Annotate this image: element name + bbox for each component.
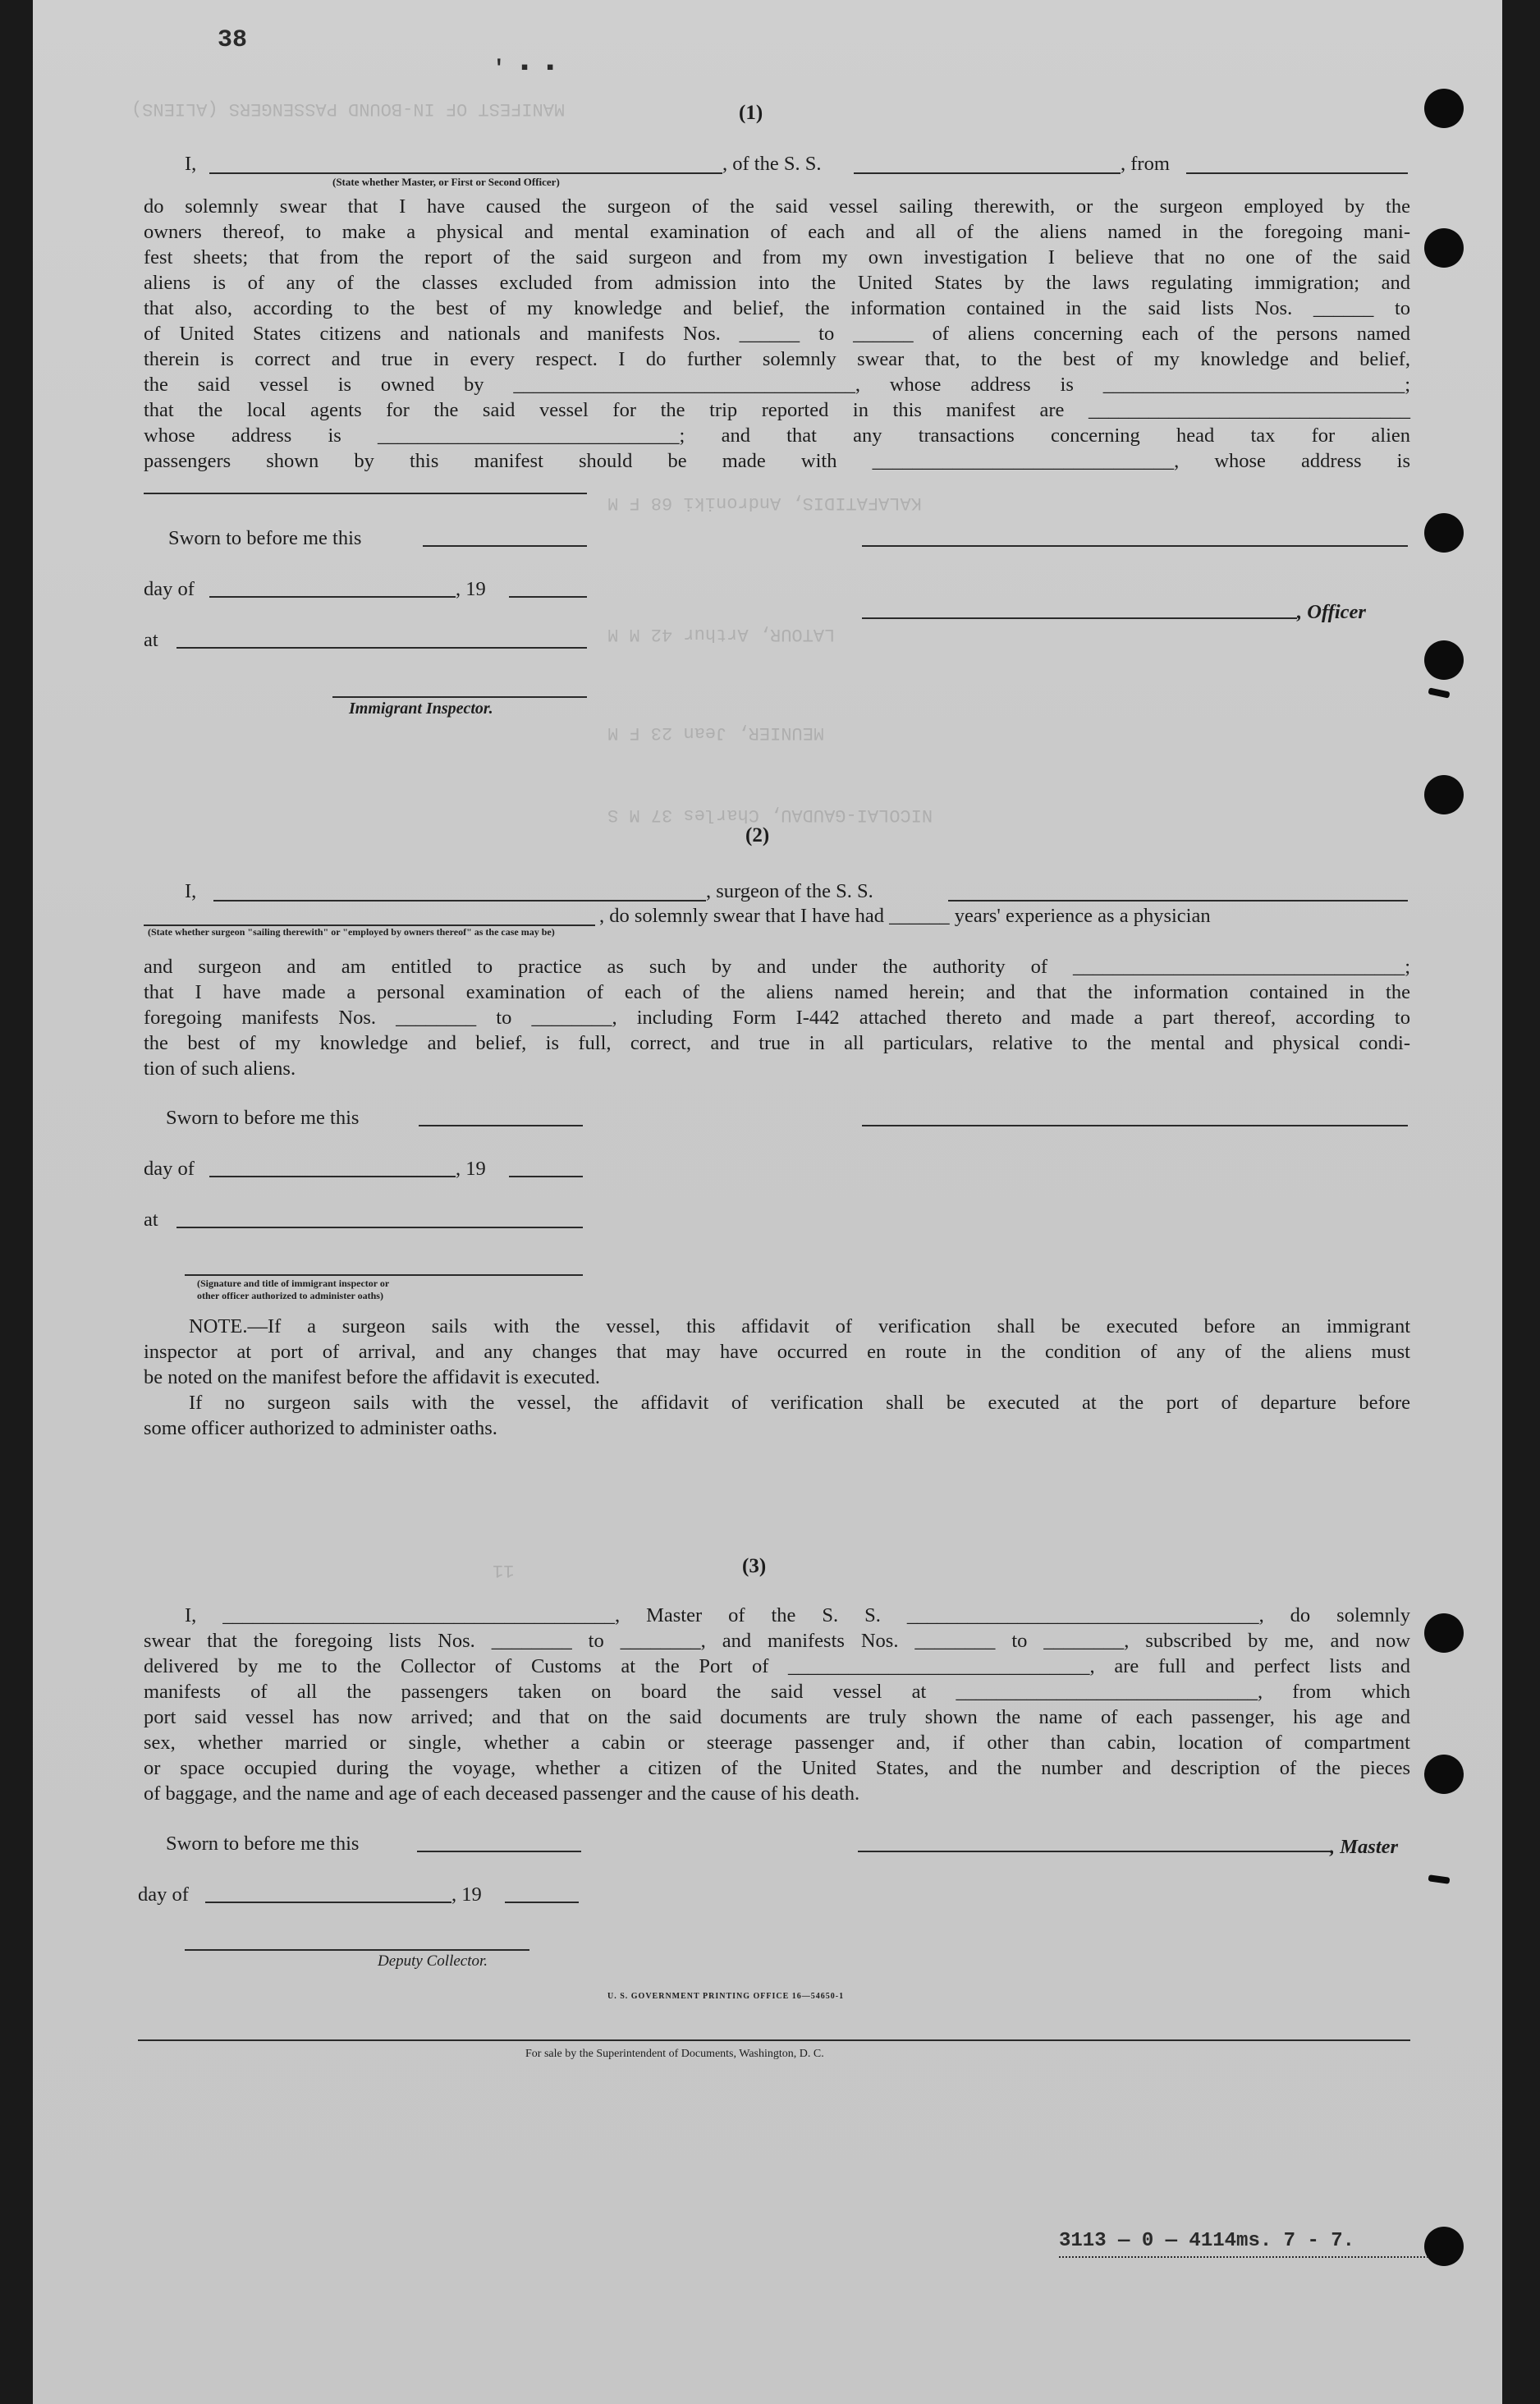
section-1-year: , 19 — [456, 578, 486, 600]
bottom-stamp: 3113 — 0 — 4114ms. 7 - 7. — [1059, 2230, 1355, 2252]
section-1-at: at — [144, 629, 158, 651]
section-1-line-4: aliens is of any of the classes excluded from admission into the United States by the laws regulating immigration; and — [144, 272, 1410, 294]
section-3-line-8: of baggage, and the name and age of each deceased passenger and the cause of his death. — [144, 1782, 860, 1805]
section-2-line-4: that I have made a personal examination of each of the aliens named herein; and that the information contained in the — [144, 981, 1410, 1003]
note-line-2: inspector at port of arrival, and any changes that may have occurred en route in the condition of any of the aliens must — [144, 1341, 1410, 1363]
section-3-line-1: I, _______________________________________, Master of the S. S. ___________________________________, do solemnly — [185, 1604, 1410, 1626]
section-1-line-5: that also, according to the best of my knowledge and belief, the information contained in the said lists Nos. ______ to — [144, 297, 1410, 319]
section-2-year: , 19 — [456, 1158, 486, 1180]
document-page: MANIFEST OF IN-BOUND PASSENGERS (ALIENS) KALAFATIDIS, Androniki 68 F M LATOUR, Arthur 42 M M MEUNIER, Jean 23 F M NICOLAI-GAUDAU, Charles 37 M S 11 38 ' ▪ ▪ (1) I, , of the S. S. , from (State whether Master, or First or Second Officer) do solemnly swear that I have caused the surgeon of the said vessel sailing therewith, or the surgeon employed by the owners thereof, to make a physical and mental examination of each and all of the aliens named in the foregoing mani- fest sheets; that from the report of the said surgeon and from my own investigation I believe that no one of the said aliens is of any of the classes excluded from admission into the United States by the laws regulating immigration; and that also, according to the best of my knowledge and belief, the information contained in the said lists Nos. ______ to of United States citizens and nationals and manifests Nos. ______ to ______ of aliens concerning each of the persons named therein is correct and true in every respect. I do further solemnly swear that, to the best of my knowledge and belief, the said vessel is owned by __________________________________, whose address is ______________________________; that the local agents for the said vessel for the trip reported in this manifest are ________________________________ whose address is ______________________________; and that any transactions concerning head tax for alien passengers shown by this manifest should be made with ______________________________, whose address is Sworn to before me this day of , 19 , Officer at Immigrant Inspector. (2) I, , surgeon of the S. S. , do solemnly swear that I have had ______ years' experience as a physician (State whether surgeon "sailing therewith" or "employed by owners thereof" as the case may be) and surgeon and am entitled to practice as such by and under the authority of _________________________________; that I have made a personal examination of each of the aliens named herein; and that the information contained in the foregoing manifests Nos. ________ to ________, including Form I-442 attached thereto and made a part thereof, according to the best of my knowledge and belief, is full, correct, and true in all particulars, relative to the mental and physical condi- tion of such aliens. Sworn to before me this day of , 19 at (Signature and title of immigrant inspector or other officer authorized to administer oaths) NOTE.—If a surgeon sails with the vessel, this affidavit of verification shall be executed before an immigrant inspector at port of arrival, and any changes that may have occurred en route in the condition of any of the aliens must be noted on the manifest before the affidavit is executed. If no surgeon sails with the vessel, the affidavit of verification shall be executed at the port of departure before some officer authorized to administer oaths. (3) I, _______________________________________, Master of the S. S. ___________________________________, do solemnly swear that the foregoing lists Nos. ________ to ________, and manifests Nos. ________ to ________, subscribed by me, and now delivered by me to the Collector of Customs at the Port of ______________________________, are full and perfect lists and manifests of all the passengers taken on board the said vessel at ______________________________, from which port said vessel has now arrived; and that on the said documents are truly shown the name of each passenger, his age and sex, whether married or single, whether a cabin or steerage passenger and, if other than cabin, location of compartment or space occupied during the voyage, whether a citizen of the United States, and the number and description of the pieces of baggage, and the name and age of each deceased passenger and the cause of his death. Sworn to before me this , Master day of , 19 Deputy Collector. U. S. GOVERNMENT PRINTING OFFICE 16—54650-1 For sale by the Superintendent of Documents, Washington, D. C. 3113 — 0 — 4114ms. 7 - 7. — [33, 0, 1502, 2404]
surgeon-caption: (State whether surgeon "sailing therewith" or "employed by owners thereof" as the case may be) — [148, 926, 555, 938]
section-1-sworn: Sworn to before me this — [168, 527, 362, 549]
punch-hole — [1424, 1613, 1464, 1653]
section-1-i: I, — [185, 153, 197, 175]
section-1-day-of: day of — [144, 578, 195, 600]
section-2-day-of: day of — [144, 1158, 195, 1180]
section-2-i: I, — [185, 880, 197, 902]
section-3-sworn: Sworn to before me this — [166, 1833, 360, 1855]
section-2-ss: , surgeon of the S. S. — [706, 880, 873, 902]
punch-hole — [1424, 1755, 1464, 1794]
corner-number: 38 — [218, 26, 248, 54]
section-2-line-3: and surgeon and am entitled to practice as such by and under the authority of _________________________________; — [144, 956, 1410, 978]
section-1-line-3: fest sheets; that from the report of the said surgeon and from my own investigation I believe that no one of the said — [144, 246, 1410, 268]
punch-hole — [1424, 2227, 1464, 2266]
section-2-sworn: Sworn to before me this — [166, 1107, 360, 1129]
punch-mark — [1428, 1874, 1451, 1884]
section-2-heading: (2) — [745, 824, 770, 846]
section-3-line-6: sex, whether married or single, whether a cabin or steerage passenger and, if other than cabin, location of compartment — [144, 1732, 1410, 1754]
inspector-label: Immigrant Inspector. — [349, 700, 493, 718]
section-3-line-4: manifests of all the passengers taken on board the said vessel at ______________________________, from which — [144, 1681, 1410, 1703]
punch-mark — [1428, 687, 1450, 698]
section-1-line-1: do solemnly swear that I have caused the surgeon of the said vessel sailing therewith, or the surgeon employed by the — [144, 195, 1410, 218]
section-3-heading: (3) — [742, 1555, 767, 1577]
officer-label: , Officer — [1297, 601, 1366, 623]
punch-hole — [1424, 228, 1464, 268]
section-3-line-7: or space occupied during the voyage, whether a citizen of the United States, and the number and description of the pieces — [144, 1757, 1410, 1779]
section-1-heading: (1) — [739, 102, 763, 124]
section-1-line-9: that the local agents for the said vessel for the trip reported in this manifest are ________________________________ — [144, 399, 1410, 421]
punch-hole — [1424, 513, 1464, 553]
note-line-3: be noted on the manifest before the affidavit is executed. — [144, 1366, 601, 1388]
punch-hole — [1424, 640, 1464, 680]
punch-hole — [1424, 775, 1464, 814]
gpo-imprint: U. S. GOVERNMENT PRINTING OFFICE 16—54650-1 — [607, 1992, 845, 2001]
section-1-line-7: therein is correct and true in every respect. I do further solemnly swear that, to the best of my knowledge and belief, — [144, 348, 1410, 370]
section-1-line-2: owners thereof, to make a physical and mental examination of each and all of the aliens named in the foregoing mani- — [144, 221, 1410, 243]
section-3-line-2: swear that the foregoing lists Nos. ________ to ________, and manifests Nos. ________ to ________, subscribed by me, and now — [144, 1630, 1410, 1652]
deputy-collector-label: Deputy Collector. — [378, 1952, 488, 1970]
section-2-line-5: foregoing manifests Nos. ________ to ________, including Form I-442 attached thereto and made a part thereof, according to — [144, 1007, 1410, 1029]
note-line-5: some officer authorized to administer oaths. — [144, 1417, 497, 1439]
section-2-at: at — [144, 1209, 158, 1231]
caption-master: (State whether Master, or First or Second Officer) — [332, 176, 560, 188]
section-2-line-7: tion of such aliens. — [144, 1057, 296, 1080]
section-2-line-6: the best of my knowledge and belief, is full, correct, and true in all particulars, relative to the mental and physical condi- — [144, 1032, 1410, 1054]
section-1-line-10: whose address is ______________________________; and that any transactions concerning head tax for alien — [144, 424, 1410, 447]
section-3-year: , 19 — [451, 1883, 482, 1906]
section-2-line-2: , do solemnly swear that I have had ______ years' experience as a physician — [599, 905, 1211, 927]
for-sale-line: For sale by the Superintendent of Documents, Washington, D. C. — [525, 2048, 824, 2060]
sig-caption-1: (Signature and title of immigrant inspector or — [197, 1278, 390, 1289]
sig-caption-2: other officer authorized to administer oaths) — [197, 1290, 383, 1301]
note-line-1: NOTE.—If a surgeon sails with the vessel, this affidavit of verification shall be executed before an immigrant — [189, 1315, 1410, 1337]
section-1-ss: , of the S. S. — [722, 153, 822, 175]
section-3-day-of: day of — [138, 1883, 189, 1906]
section-1-from: , from — [1121, 153, 1170, 175]
section-1-line-8: the said vessel is owned by __________________________________, whose address is ______________________________; — [144, 374, 1410, 396]
master-label: , Master — [1330, 1836, 1399, 1858]
note-line-4: If no surgeon sails with the vessel, the affidavit of verification shall be executed at the port of departure before — [189, 1392, 1410, 1414]
punch-hole — [1424, 89, 1464, 128]
section-1-line-11: passengers shown by this manifest should be made with ______________________________, whose address is — [144, 450, 1410, 472]
section-1-line-6: of United States citizens and nationals and manifests Nos. ______ to ______ of aliens concerning each of the persons named — [144, 323, 1410, 345]
section-3-line-3: delivered by me to the Collector of Customs at the Port of ______________________________, are full and perfect lists and — [144, 1655, 1410, 1677]
section-3-line-5: port said vessel has now arrived; and that on the said documents are truly shown the name of each passenger, his age and — [144, 1706, 1410, 1728]
